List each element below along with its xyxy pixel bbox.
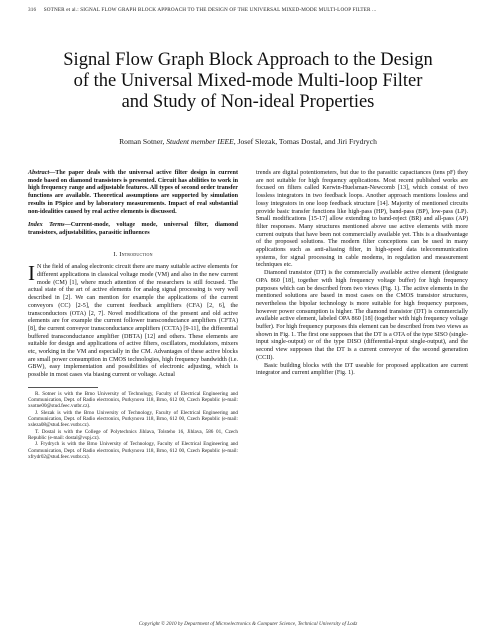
- abstract-text: —The paper deals with the universal active filter design in current mode based on diamond transistors is presented. Circuit has abilities to work in high frequency range and adjustable features. All types of second order transfer functions are available. Theoretical assumptions are supported by simulation results in PSpice and by laboratory measurements. Impact of real substantial non-idealities caused by real active elements is discussed.: [28, 170, 238, 215]
- index-terms-label: Index Terms: [28, 222, 65, 229]
- running-header: [28, 7, 468, 13]
- author-list: [30, 137, 466, 146]
- intro-text: N the field of analog electronic circuit there are many suitable active elements for different applications in classical voltage mode (VM) and also in the new current mode (CM) [1], where much attention of the researchers is still focused. The actual state of the art of active elements for analog signal processing is very well described in [2]. We can mention for example the applications of the current conveyors (CC) [2-5], the current feedback amplifiers (CFA) [2, 6], the transconductors (OTA) [2, 7]. Novel modifications of the present and old active elements are for example the current follower transconductance amplifiers (CFTA) [8], the current conveyor transconductance amplifiers (CCTA) [9-11], the differential buffered transconductance amplifier (DBTA) [12] and others. These elements are suitable for design and applications of active filters, oscillators, modulators, mixers etc, working in the VM and especially in the CM. Advantages of these active blocks are small power consumption in CMOS technologies, high frequency bandwidth (i.e. GBW), easy implementation and possibilities of electronic adjusting, which is possible in most cases via biasing current or voltage. Actual: [28, 264, 238, 379]
- page-number: 316: [28, 7, 37, 13]
- author-first: Roman Sotner,: [119, 137, 167, 146]
- footnote-4: J. Frydrych is with the Brno University of Technology, Faculty of Electrical Engineering and Communication, Dept. of Radio electronics, Purkynova 118, Brno, 612 00, Czech Republic (e-mail: xfrydr02@stud.feec.vutbr.cz).: [28, 441, 238, 460]
- footnote-divider: [28, 387, 98, 388]
- drop-cap: I: [28, 261, 35, 286]
- paper-title: [30, 50, 466, 113]
- body-paragraph-2: Diamond transistor (DT) is the commercially available active element (designate OPA 860 [18], together with high frequency voltage buffer) for high frequency purposes which can be described from two views (Fig. 1). The active elements in the mentioned solutions are based in most cases on the CMOS transistor structures, nevertheless the bipolar technology is more suitable for high frequency purposes, however power consumption is higher. The diamond transistor (DT) is commercially available active element, labeled OPA 860 [18] (together with high frequency voltage buffer). For high frequency purposes this element can be described from two views as shown in Fig. 1. The first one supposes that the DT is a OTA of the type SISO (single-input single-output) or of the type DISO (differential-input single-output), and the second view supposes that the DT is a current conveyor of the second generation (CCII).: [256, 270, 468, 361]
- running-title: SOTNER et al.: SIGNAL FLOW GRAPH BLOCK APPROACH TO THE DESIGN OF THE UNIVERSAL MIXED-MODE MULTI-LOOP FILTER ...: [43, 7, 377, 13]
- section-heading-introduction: [28, 251, 238, 259]
- footnote-2: J. Slezak is with the Brno University of Technology, Faculty of Electrical Engineering and Communication, Dept. of Radio electronics, Purkynova 118, Brno, 612 00, Czech Republic (e-mail: xsleza08@stud.feec.vutbr.cz).: [28, 409, 238, 429]
- footnote-1: R. Sotner is with the Brno University of Technology, Faculty of Electrical Engineering and Communication, Dept. of Radio electronics, Purkynova 118, Brno, 612 00, Czech Republic (e-mail: xsotne00@stud.feec.vutbr.cz).: [28, 390, 238, 410]
- section-title: Introduction: [119, 250, 153, 258]
- footnote-3: T. Dostal is with the College of Polytechnics Jihlava, Tolsteho 16, Jihlava, 586 01, Czech Republic (e-mail: dostal@vspj.cz).: [28, 428, 238, 441]
- body-paragraph-3: Basic building blocks with the DT useable for proposed application are current integrator and current amplifier (Fig. 1).: [256, 362, 468, 377]
- author-footnotes: [28, 391, 238, 460]
- intro-paragraph: [28, 261, 238, 380]
- abstract-label: Abstract: [28, 170, 50, 176]
- author-others: , Josef Slezak, Tomas Dostal, and Jiri Frydrych: [233, 137, 377, 146]
- author-membership: Student member IEEE: [166, 137, 234, 146]
- right-column: [256, 170, 468, 378]
- title-line-2: of the Universal Mixed-mode Multi-loop Filter: [73, 71, 423, 91]
- title-line-1: Signal Flow Graph Block Approach to the Design: [63, 50, 433, 70]
- section-numeral: I.: [113, 250, 120, 258]
- body-paragraph-1: trends are digital potentiometers, but due to the parasitic capacitances (tens pF) they are not suitable for high frequency applications. Most recent published works are focused on filters called Kerwin-Huelsman-Newcomb [13], which consist of two lossless integrators in two feedback loops. Another approach mentions lossless and lossy integrators in one loop feedback structure [14]. Majority of mentioned circuits provide basic transfer functions like high-pass (HP), band-pass (BP), low-pass (LP). Small modifications [15-17] allow extending to band-reject (BR) and all-pass (AP) filter responses. Many structures mentioned above use active elements with more current outputs that have been not commercially available yet. This is a disadvantage of the proposed solutions. The modern filter conceptions can be used in many applications such as anti-aliasing filter, in high-speed data telecommunication systems, for signal processing in cable modems, in regulation and measurement techniques etc.: [256, 170, 468, 269]
- copyright-footer: Copyright © 2010 by Department of Microelectronics & Computer Science, Technical University of Lodz: [138, 621, 358, 627]
- index-terms-text: —Current-mode, voltage mode, universal filter, diamond transistors, adjustabilities, parasitic influences: [28, 222, 238, 236]
- abstract: [28, 170, 238, 216]
- index-terms: [28, 222, 238, 237]
- title-line-3: and Study of Non-ideal Properties: [121, 92, 375, 112]
- left-column: [28, 170, 238, 460]
